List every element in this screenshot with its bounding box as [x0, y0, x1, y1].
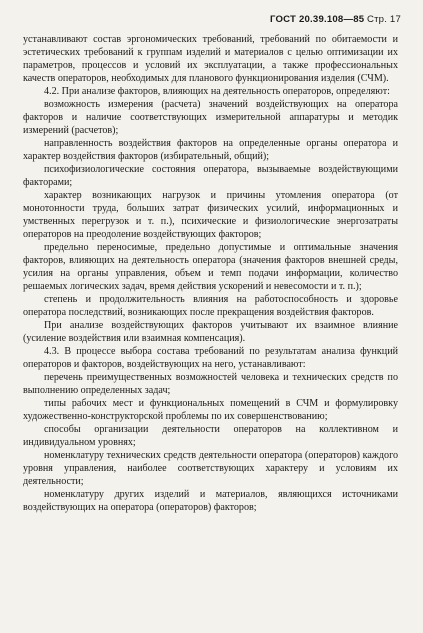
paragraph: 4.2. При анализе факторов, влияющих на деятельность операторов, определяют:: [44, 86, 390, 97]
paragraph: 4.3. В процессе выбора состава требований по результатам анализа функций операторов и факторов, воздействующих на него, устанавливают:: [23, 346, 398, 370]
paragraph: направленность воздействия факторов на определенные органы оператора и характер воздействия факторов (избирательный, общий);: [23, 138, 398, 162]
paragraph: способы организации деятельности операторов на коллективном и индивидуальном уровнях;: [23, 424, 398, 448]
paragraph: типы рабочих мест и функциональных помещений в СЧМ и формулировку художественно-конструкторской проблемы по их совершенствованию;: [23, 398, 398, 422]
document-body: [23, 33, 398, 514]
paragraph: предельно переносимые, предельно допустимые и оптимальные значения факторов, влияющих на деятельность оператора (значения факторов внешней среды, усилия на органы управления, объем и темп подачи информации, количество решаемых логических задач, время действия ускорений и невесомости и т. п.);: [23, 242, 398, 292]
paragraph: характер возникающих нагрузок и причины утомления оператора (от монотонности труда, больших затрат физических усилий, информационных и умственных перегрузок и т. п.), психические и физиологические энергозатраты операторов на преодоление воздействующих факторов;: [23, 190, 398, 240]
paragraph: перечень преимущественных возможностей человека и технических средств по выполнению определенных задач;: [23, 372, 398, 396]
paragraph: номенклатуру других изделий и материалов, являющихся источниками воздействующих на оператора (операторов) факторов;: [23, 489, 398, 513]
page-number: Стр. 17: [366, 14, 401, 25]
paragraph: психофизиологические состояния оператора, вызываемые воздействующими факторами;: [23, 164, 398, 188]
paragraph: устанавливают состав эргономических требований, требований по обитаемости и эстетических требований к группам изделий и материалов с целью оптимизации их параметров, процессов и условий их эксплуатации, а также профессиональных качеств операторов, необходимых для планового функционирования изделия (СЧМ).: [23, 34, 398, 84]
standard-number: ГОСТ 20.39.108—85: [269, 14, 365, 25]
paragraph: степень и продолжительность влияния на работоспособность и здоровье оператора последствий, возникающих после прекращения воздействия факторов.: [23, 294, 398, 318]
paragraph: возможность измерения (расчета) значений воздействующих на оператора факторов и наличие соответствующих измерительной аппаратуры и методик измерений (расчетов);: [23, 99, 398, 136]
paragraph: При анализе воздействующих факторов учитывают их взаимное влияние (усиление воздействия или взаимная компенсация).: [23, 320, 398, 344]
paragraph: номенклатуру технических средств деятельности оператора (операторов) каждого уровня управления, наиболее соответствующих характеру и условиям их деятельности;: [23, 450, 398, 487]
page-header: [270, 14, 401, 25]
